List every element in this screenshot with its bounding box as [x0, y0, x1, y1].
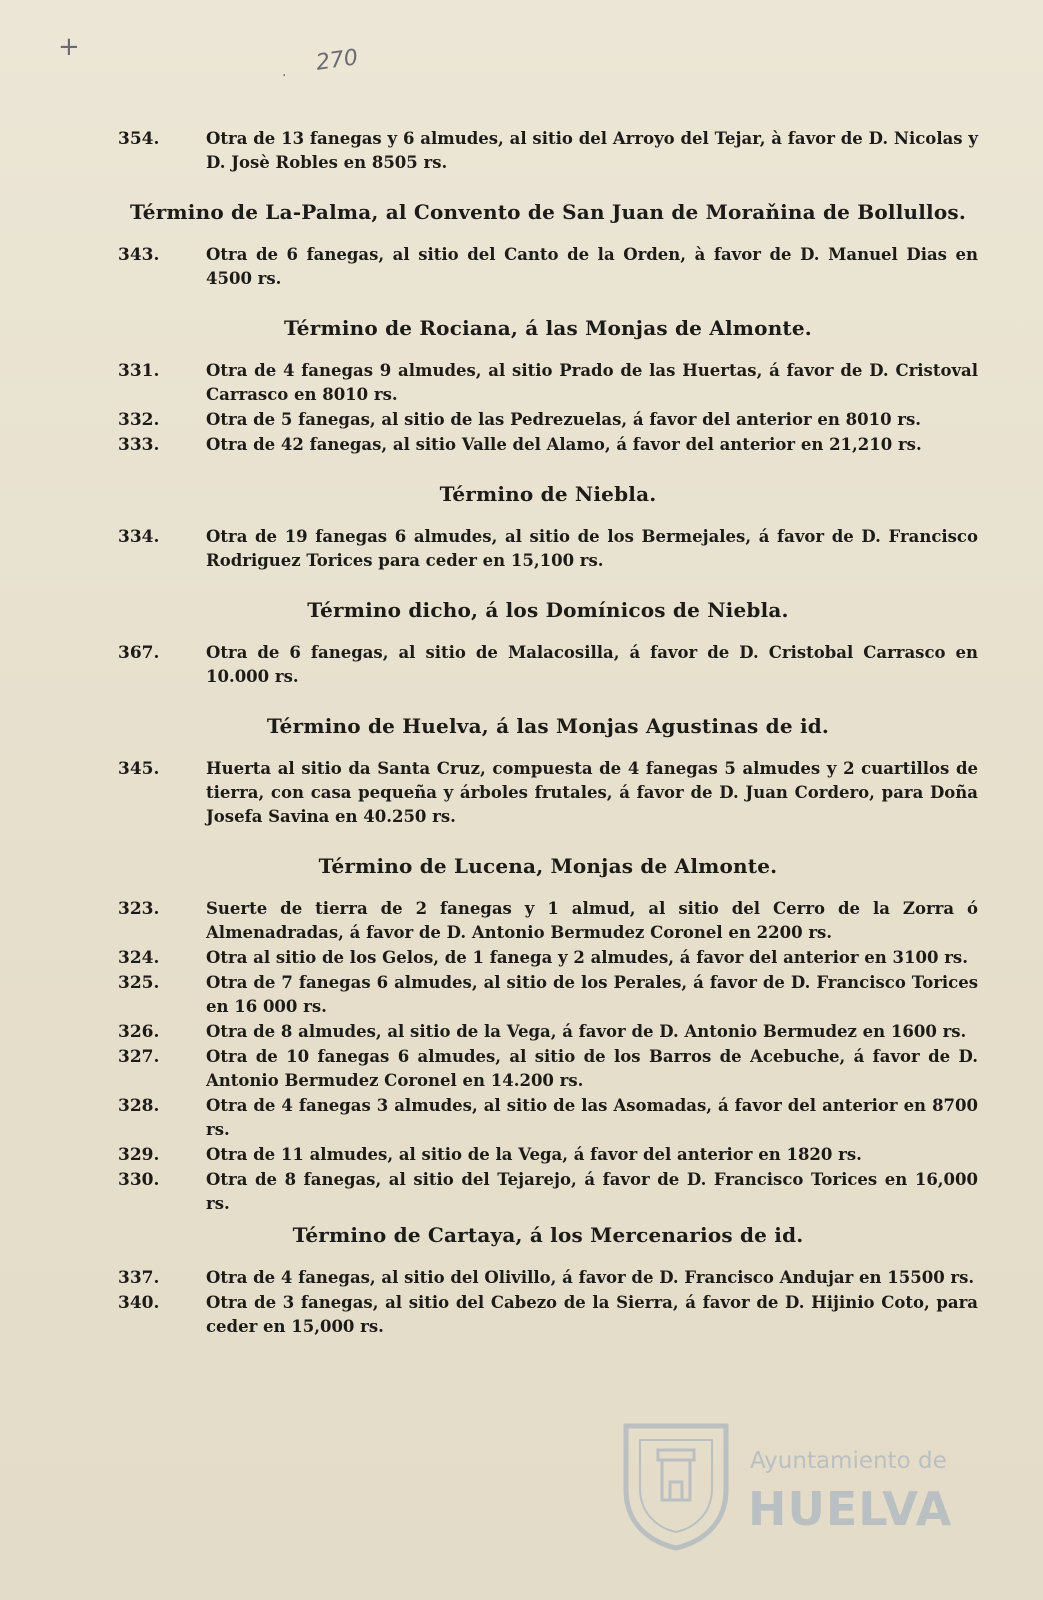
entry-330: [118, 1168, 978, 1216]
watermark-line-2: HUELVA: [748, 1482, 953, 1536]
handwritten-folio-number: 270: [314, 45, 360, 76]
entry-337: [118, 1266, 978, 1290]
entry-number: 326.: [118, 1022, 160, 1042]
entry-text: Otra de 7 fanegas 6 almudes, al sitio de los Perales, á favor de D. Francisco Torices en 16 000 rs.: [206, 973, 978, 1016]
ayuntamiento-huelva-watermark: [612, 1412, 972, 1562]
entry-number: 333.: [118, 435, 160, 455]
entry-334: [118, 525, 978, 573]
document-body: [118, 126, 978, 1339]
entry-text: Otra de 6 fanegas, al sitio de Malacosilla, á favor de D. Cristobal Carrasco en 10.000 rs.: [206, 643, 978, 686]
entry-text: Otra de 10 fanegas 6 almudes, al sitio de los Barros de Acebuche, á favor de D. Antonio Bermudez Coronel en 14.200 rs.: [206, 1047, 978, 1090]
entry-number: 367.: [118, 643, 160, 663]
entry-324: [118, 946, 978, 970]
entry-367: [118, 641, 978, 689]
section-heading-rociana: Término de Rociana, á las Monjas de Almonte.: [284, 316, 812, 340]
watermark-line-1: Ayuntamiento de: [750, 1448, 947, 1474]
entry-text: Otra de 8 almudes, al sitio de la Vega, á favor de D. Antonio Bermudez en 1600 rs.: [206, 1022, 967, 1041]
entry-323: [118, 897, 978, 945]
entry-number: 354.: [118, 129, 160, 149]
entry-number: 340.: [118, 1293, 160, 1313]
entry-325: [118, 971, 978, 1019]
entry-354: [118, 127, 978, 175]
section-heading-cartaya: Término de Cartaya, á los Mercenarios de id.: [292, 1223, 804, 1247]
entry-number: 324.: [118, 948, 160, 968]
entry-text: Otra de 4 fanegas 9 almudes, al sitio Prado de las Huertas, á favor de D. Cristoval Carrasco en 8010 rs.: [206, 361, 978, 404]
entry-text: Otra de 4 fanegas, al sitio del Olivillo, á favor de D. Francisco Andujar en 15500 rs.: [206, 1268, 975, 1287]
entry-333: [118, 433, 978, 457]
entry-text: Otra de 19 fanegas 6 almudes, al sitio de los Bermejales, á favor de D. Francisco Rodriguez Torices para ceder en 15,100 rs.: [206, 527, 978, 570]
entry-328: [118, 1094, 978, 1142]
coat-of-arms-icon: [618, 1420, 734, 1552]
section-heading-la-palma: Término de La-Palma, al Convento de San Juan de Moraňina de Bollullos.: [129, 200, 966, 224]
entry-number: 329.: [118, 1145, 160, 1165]
section-heading-huelva: Término de Huelva, á las Monjas Agustinas de id.: [266, 714, 830, 738]
entry-number: 337.: [118, 1268, 160, 1288]
entry-text: Otra de 3 fanegas, al sitio del Cabezo de la Sierra, á favor de D. Hijinio Coto, para ceder en 15,000 rs.: [206, 1293, 978, 1336]
section-heading-dominicos-niebla: Término dicho, á los Domínicos de Niebla.: [307, 598, 789, 622]
entry-number: 325.: [118, 973, 160, 993]
entry-text: Otra de 42 fanegas, al sitio Valle del Alamo, á favor del anterior en 21,210 rs.: [206, 435, 922, 454]
entry-327: [118, 1045, 978, 1093]
entry-number: 331.: [118, 361, 160, 381]
section-heading-lucena: Término de Lucena, Monjas de Almonte.: [318, 854, 778, 878]
entry-text: Otra de 6 fanegas, al sitio del Canto de la Orden, à favor de D. Manuel Dias en 4500 rs.: [206, 245, 978, 288]
entry-number: 328.: [118, 1096, 160, 1116]
handwritten-dot-mark: ·: [282, 68, 287, 84]
entry-text: Otra de 8 fanegas, al sitio del Tejarejo, á favor de D. Francisco Torices en 16,000 rs.: [206, 1170, 978, 1213]
entry-332: [118, 408, 978, 432]
entry-number: 345.: [118, 759, 160, 779]
entry-number: 327.: [118, 1047, 160, 1067]
handwritten-plus-mark: +: [58, 32, 80, 62]
entry-text: Otra de 11 almudes, al sitio de la Vega, á favor del anterior en 1820 rs.: [206, 1145, 862, 1164]
entry-345: [118, 757, 978, 829]
entry-329: [118, 1143, 978, 1167]
entry-number: 334.: [118, 527, 160, 547]
entry-text: Suerte de tierra de 2 fanegas y 1 almud, al sitio del Cerro de la Zorra ó Almenadradas, á favor de D. Antonio Bermudez Coronel en 2200 rs.: [206, 899, 978, 942]
entry-343: [118, 243, 978, 291]
entry-number: 343.: [118, 245, 160, 265]
section-heading-niebla: Término de Niebla.: [439, 482, 657, 506]
entry-340: [118, 1291, 978, 1339]
entry-number: 330.: [118, 1170, 160, 1190]
entry-text: Otra al sitio de los Gelos, de 1 fanega y 2 almudes, á favor del anterior en 3100 rs.: [206, 948, 968, 967]
entry-text: Huerta al sitio da Santa Cruz, compuesta de 4 fanegas 5 almudes y 2 cuartillos de tierra, con casa pequeña y árboles frutales, á favor de D. Juan Cordero, para Doña Josefa Savina en 40.250 rs.: [206, 759, 978, 826]
entry-text: Otra de 13 fanegas y 6 almudes, al sitio del Arroyo del Tejar, à favor de D. Nicolas y D. Josè Robles en 8505 rs.: [206, 129, 978, 172]
entry-326: [118, 1020, 978, 1044]
entry-number: 323.: [118, 899, 160, 919]
entry-text: Otra de 4 fanegas 3 almudes, al sitio de las Asomadas, á favor del anterior en 8700 rs.: [206, 1096, 978, 1139]
entry-number: 332.: [118, 410, 160, 430]
entry-331: [118, 359, 978, 407]
entry-text: Otra de 5 fanegas, al sitio de las Pedrezuelas, á favor del anterior en 8010 rs.: [206, 410, 922, 429]
